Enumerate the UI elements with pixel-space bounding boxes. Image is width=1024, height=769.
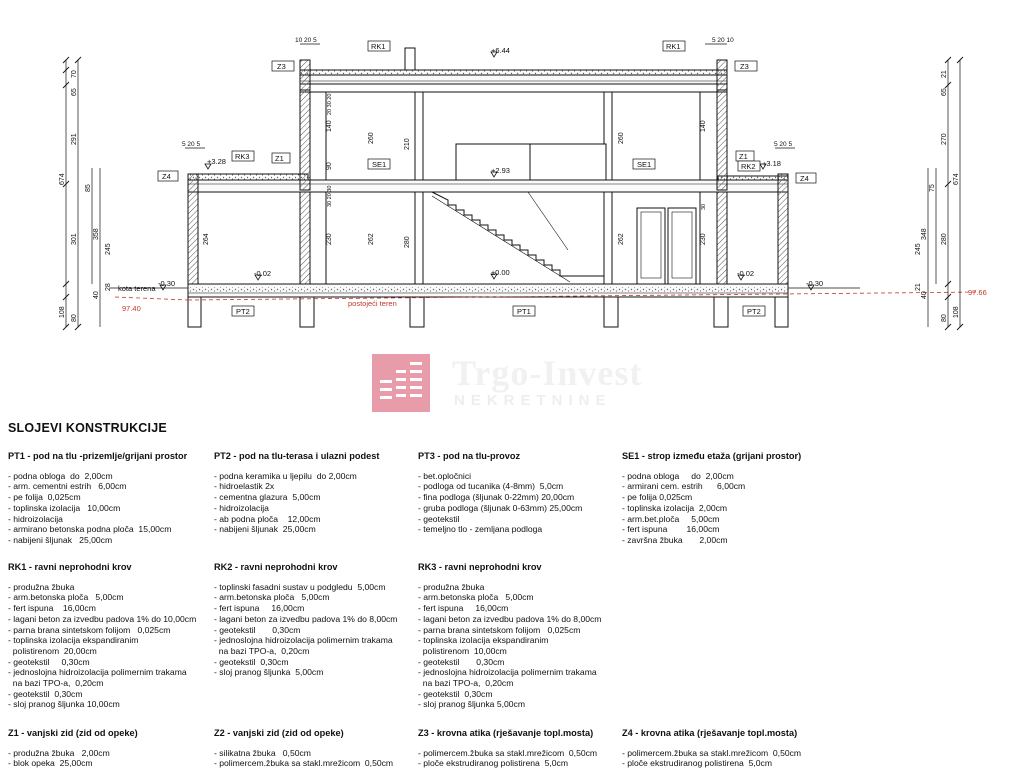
layer-item: na bazi TPO-a, 0,20cm <box>418 678 514 689</box>
layer-item: - toplinski fasadni sustav u podgledu 5,00cm <box>214 581 386 592</box>
dimension-label: 30 20 30 <box>327 185 333 207</box>
dimension-label: 80 <box>941 314 948 322</box>
terrain-elevation: 97.40 <box>122 304 141 313</box>
layer-item: - toplinska izolacija 10,00cm <box>8 502 121 513</box>
layer-group-z4 <box>622 728 822 769</box>
dimension-label: 21 <box>941 70 948 78</box>
dimension-label: 70 <box>71 70 78 78</box>
layer-group-title: Z1 - vanjski zid (zid od opeke) <box>8 728 138 738</box>
terrain-elevation: 97.66 <box>968 288 987 297</box>
layer-group-pt2 <box>214 451 414 535</box>
element-tag: SE1 <box>637 160 652 169</box>
layer-item: - parna brana sintetskom folijom 0,025cm <box>418 624 581 635</box>
terrain-label: kota terena <box>118 284 156 293</box>
layer-group-title: Z2 - vanjski zid (zid od opeke) <box>214 728 344 738</box>
section-structure <box>188 48 788 327</box>
element-tag: Z3 <box>740 62 749 71</box>
dimension-label: 108 <box>953 306 960 318</box>
existing-terrain-label: postojeći teren <box>348 299 397 308</box>
elevation-label: +6.44 <box>491 46 510 55</box>
watermark <box>372 352 672 422</box>
dimension-label: 262 <box>618 233 625 245</box>
layer-item: - geotekstil 0,30cm <box>214 656 289 667</box>
layer-group-title: Z3 - krovna atika (rješavanje topl.mosta) <box>418 728 594 738</box>
layer-group-rk3 <box>418 562 618 710</box>
dimension-label: 262 <box>368 233 375 245</box>
dimension-label: 301 <box>71 233 78 245</box>
dimension-label: 5 20 5 <box>182 141 201 148</box>
layer-item: - geotekstil <box>418 513 460 524</box>
layer-item: - fina podloga (šljunak 0-22mm) 20,00cm <box>418 492 575 503</box>
layer-item: - jednoslojna hidroizolacija polimernim trakama <box>8 667 187 678</box>
layer-item: - arm.betonska ploča 5,00cm <box>214 592 330 603</box>
layer-group-title: PT3 - pod na tlu-provoz <box>418 451 521 461</box>
layer-item: - polimercem.žbuka sa stakl.mrežicom 0,50cm <box>418 747 598 758</box>
dimension-label: 348 <box>921 228 928 240</box>
dimension-label: 80 <box>71 314 78 322</box>
layer-item: - silikatna žbuka 0,50cm <box>214 747 311 758</box>
layer-item: - polimercem.žbuka sa stakl.mrežicom 0,50cm <box>622 747 802 758</box>
layer-group-rk2 <box>214 562 414 678</box>
dimension-label: 5 20 5 <box>774 141 793 148</box>
dimension-label: 245 <box>105 243 112 255</box>
element-tag: Z4 <box>162 172 171 181</box>
layer-item: - bet.opločnici <box>418 470 472 481</box>
dimension-label: 65 <box>941 88 948 96</box>
dimension-label: 20 30 20 <box>327 93 333 115</box>
dimension-label: 264 <box>203 233 210 245</box>
dimension-label: 10 20 5 <box>295 37 317 44</box>
element-tag: RK1 <box>371 42 386 51</box>
layer-item: - podna obloga do 2,00cm <box>8 470 113 481</box>
layer-item: - fert ispuna 16,00cm <box>418 603 509 614</box>
dimension-label: 291 <box>71 133 78 145</box>
layer-item: - ab podna ploča 12,00cm <box>214 513 321 524</box>
layer-item: - nabijeni šljunak 25,00cm <box>214 524 316 535</box>
layer-item: polistirenom 20,00cm <box>8 645 97 656</box>
layer-item: - polimercem.žbuka sa stakl.mrežicom 0,50cm <box>214 758 394 769</box>
element-tag: PT2 <box>236 307 250 316</box>
layer-item: - arm. cementni estrih 6,00cm <box>8 481 127 492</box>
building-section-drawing <box>0 0 1024 345</box>
layer-item: - parna brana sintetskom folijom 0,025cm <box>8 624 171 635</box>
layer-item: - sloj pranog šljunka 5,00cm <box>214 667 324 678</box>
elevation-label: +3.18 <box>762 159 781 168</box>
layer-item: - podna obloga do 2,00cm <box>622 470 734 481</box>
layer-group-pt3 <box>418 451 618 535</box>
layer-item: - ploče ekstrudiranog polistirena 5,0cm <box>418 758 568 769</box>
layer-item: - blok opeka 25,00cm <box>8 758 93 769</box>
layer-item: - geotekstil 0,30cm <box>8 688 83 699</box>
element-tag: RK1 <box>666 42 681 51</box>
layer-item: - arm.betonska ploča 5,00cm <box>8 592 124 603</box>
layer-item: - arm.betonska ploča 5,00cm <box>418 592 534 603</box>
layer-item: - geotekstil 0,30cm <box>418 656 505 667</box>
layer-item: - lagani beton za izvedbu padova 1% do 8,00cm <box>418 613 602 624</box>
layer-item: - sloj pranog šljunka 10,00cm <box>8 699 120 710</box>
layer-item: - nabijeni šljunak 25,00cm <box>8 534 113 545</box>
layer-item: - produžna žbuka <box>8 581 75 592</box>
layer-item: - geotekstil 0,30cm <box>8 656 90 667</box>
layer-group-z1 <box>8 728 208 769</box>
layer-item: - fert ispuna 16,00cm <box>622 524 720 535</box>
layer-item: - cementna glazura 5,00cm <box>214 492 321 503</box>
layer-item: na bazi TPO-a, 0,20cm <box>214 645 310 656</box>
dimension-label: 358 <box>93 228 100 240</box>
dimension-label: 40 <box>93 291 100 299</box>
layer-group-se1 <box>622 451 822 546</box>
layer-item: - armirano betonska podna ploča 15,00cm <box>8 524 172 535</box>
dimension-label: 30 <box>701 203 707 210</box>
elevation-label: ±0.00 <box>491 268 510 277</box>
dimension-label: 85 <box>85 184 92 192</box>
element-tag: Z1 <box>739 152 748 161</box>
layer-item: - hidroizolacija <box>214 502 269 513</box>
layer-item: - fert ispuna 16,00cm <box>8 603 96 614</box>
elevation-label: +2.93 <box>491 166 510 175</box>
layer-item: - produžna žbuka 2,00cm <box>8 747 110 758</box>
watermark-title: Trgo-Invest <box>452 353 643 393</box>
layers-title: SLOJEVI KONSTRUKCIJE <box>8 421 167 435</box>
element-tag: PT2 <box>747 307 761 316</box>
dimension-label: 140 <box>700 120 707 132</box>
layer-group-title: PT1 - pod na tlu -prizemlje/grijani prostor <box>8 451 188 461</box>
watermark-subtitle: NEKRETNINE <box>454 392 612 409</box>
element-tag: RK2 <box>741 162 756 171</box>
dimension-label: 280 <box>404 236 411 248</box>
layer-item: - lagani beton za izvedbu padova 1% do 10,00cm <box>8 613 197 624</box>
layer-item: - toplinska izolacija ekspandiranim <box>8 635 139 646</box>
layer-group-title: PT2 - pod na tlu-terasa i ulazni podest <box>214 451 380 461</box>
layer-group-z3 <box>418 728 618 769</box>
layer-group-rk1 <box>8 562 208 710</box>
layer-item: - pe folija 0,025cm <box>622 492 693 503</box>
layer-item: - temeljno tlo - zemljana podloga <box>418 524 543 535</box>
dimension-label: 210 <box>404 138 411 150</box>
dimension-label: 230 <box>700 233 707 245</box>
dimension-label: 90 <box>326 162 333 170</box>
dimension-label: 260 <box>618 132 625 144</box>
elevation-label: +3.28 <box>207 157 226 166</box>
layer-group-title: Z4 - krovna atika (rješavanje topl.mosta) <box>622 728 798 738</box>
layer-item: polistirenom 10,00cm <box>418 645 507 656</box>
layer-item: - lagani beton za izvedbu padova 1% do 8,00cm <box>214 613 398 624</box>
layer-group-title: SE1 - strop između etaža (grijani prostor) <box>622 451 802 461</box>
dimension-label: 245 <box>915 243 922 255</box>
layer-item: - hidroizolacija <box>8 513 63 524</box>
layer-item: - završna žbuka 2,00cm <box>622 534 728 545</box>
layer-item: - ploče ekstrudiranog polistirena 5,0cm <box>622 758 772 769</box>
dimension-label: 260 <box>368 132 375 144</box>
layer-item: - sloj pranog šljunka 5,00cm <box>418 699 525 710</box>
dimension-label: 280 <box>941 233 948 245</box>
layer-item: - geotekstil 0,30cm <box>214 624 301 635</box>
dimension-label: 674 <box>953 173 960 185</box>
layer-item: - podna keramika u ljepilu do 2,00cm <box>214 470 357 481</box>
dimension-label: 65 <box>71 88 78 96</box>
layer-item: - toplinska izolacija ekspandiranim <box>418 635 549 646</box>
layer-item: - podloga od tucanika (4-8mm) 5,0cm <box>418 481 564 492</box>
element-tag: Z3 <box>277 62 286 71</box>
elevation-label: -0.02 <box>737 269 755 278</box>
dimension-label: 108 <box>59 306 66 318</box>
layer-group-pt1 <box>8 451 208 546</box>
dimension-label: 21 <box>915 283 922 291</box>
elevation-label: -0.30 <box>158 279 176 288</box>
layer-item: - fert ispuna 16,00cm <box>214 603 305 614</box>
dimension-label: 140 <box>326 120 333 132</box>
layer-item: na bazi TPO-a, 0,20cm <box>8 678 104 689</box>
dimension-label: 40 <box>921 291 928 299</box>
dimension-label: 270 <box>941 133 948 145</box>
dimension-label: 674 <box>59 173 66 185</box>
layer-group-title: RK3 - ravni neprohodni krov <box>418 562 542 572</box>
layer-item: - toplinska izolacija 2,00cm <box>622 502 728 513</box>
dimension-label: 5 20 10 <box>712 37 734 44</box>
elevation-label: -0.02 <box>254 269 272 278</box>
dimension-label: 75 <box>929 184 936 192</box>
element-tag: SE1 <box>372 160 387 169</box>
element-tag: Z4 <box>800 174 809 183</box>
layer-group-title: RK2 - ravni neprohodni krov <box>214 562 338 572</box>
layer-group-title: RK1 - ravni neprohodni krov <box>8 562 132 572</box>
layer-item: - jednoslojna hidroizolacija polimernim trakama <box>418 667 597 678</box>
dimension-label: 28 <box>105 283 112 291</box>
layer-item: - gruba podloga (šljunak 0-63mm) 25,00cm <box>418 502 583 513</box>
layer-group-z2 <box>214 728 414 769</box>
layer-item: - armirani cem. estrih 6,00cm <box>622 481 746 492</box>
element-tag: PT1 <box>517 307 531 316</box>
layer-item: - hidroelastik 2x <box>214 481 275 492</box>
element-tag: RK3 <box>235 152 250 161</box>
dimension-label: 230 <box>326 233 333 245</box>
building-logo-icon <box>372 354 430 412</box>
layer-item: - pe folija 0,025cm <box>8 492 81 503</box>
element-tag: Z1 <box>275 154 284 163</box>
layer-item: - geotekstil 0,30cm <box>418 688 493 699</box>
layer-item: - jednoslojna hidroizolacija polimernim trakama <box>214 635 393 646</box>
layer-item: - produžna žbuka <box>418 581 485 592</box>
elevation-label: -0.30 <box>806 279 824 288</box>
layer-item: - arm.bet.ploča 5,00cm <box>622 513 720 524</box>
